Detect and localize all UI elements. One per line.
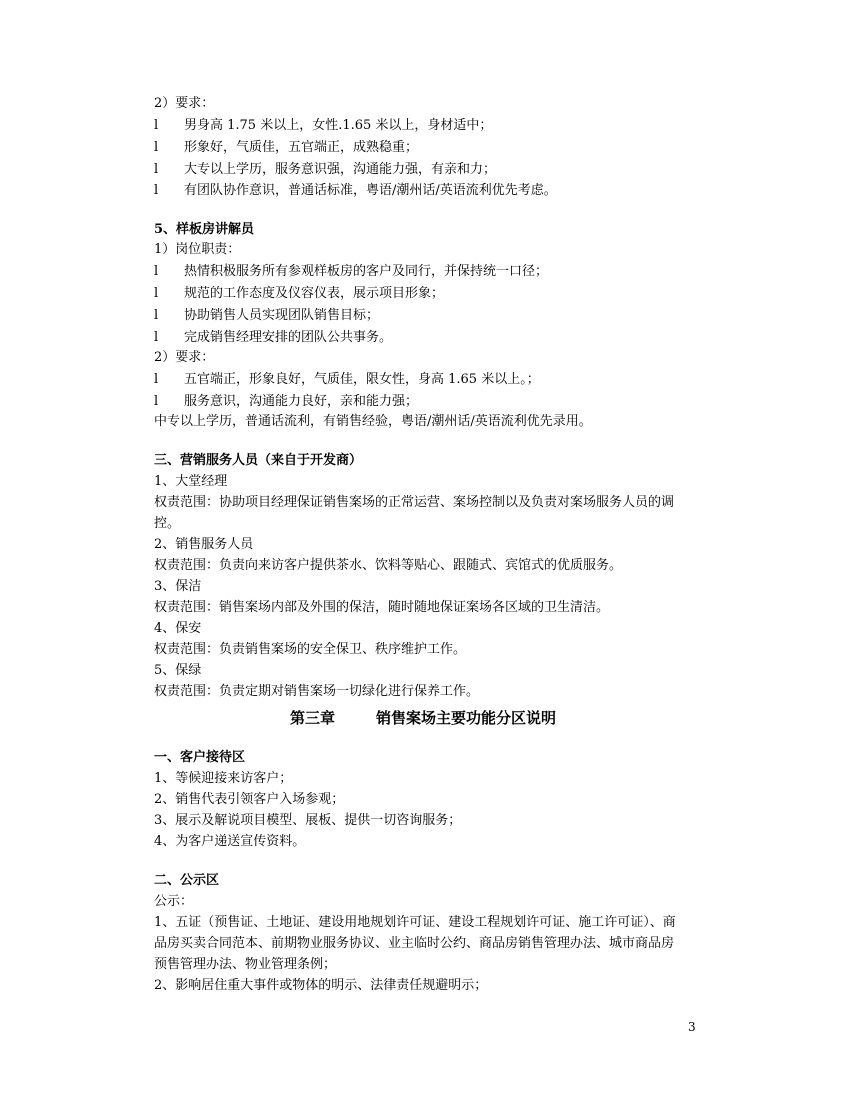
requirement-item: 形象好，气质佳，五官端正，成熟稳重； [184, 140, 419, 155]
bullet-marker: l [154, 372, 159, 387]
list-item: 2、销售代表引领客户入场参观； [154, 792, 345, 807]
bullet-marker: l [154, 183, 159, 198]
role-title: 4、保安 [154, 621, 202, 636]
list-item: 3、展示及解说项目模型、展板、提供一切咨询服务； [154, 813, 462, 828]
list-item-continuation: 品房买卖合同范本、前期物业服务协议、业主临时公约、商品房销售管理办法、城市商品房 [154, 936, 675, 951]
requirement-item: 有团队协作意识，普通话标准，粤语/潮州话/英语流利优先考虑。 [184, 183, 557, 198]
role-title: 3、保洁 [154, 579, 202, 594]
role-title: 5、保绿 [154, 663, 202, 678]
list-item: 1、等候迎接来访客户； [154, 771, 293, 786]
role-description: 权责范围：负责向来访客户提供茶水、饮料等贴心、跟随式、宾馆式的优质服务。 [154, 558, 623, 573]
chapter-number: 第三章 [290, 709, 336, 727]
requirement-item: 五官端正，形象良好，气质佳，限女性，身高 1.65 米以上。； [184, 372, 540, 387]
role-description: 权责范围：销售案场内部及外围的保洁，随时随地保证案场各区域的卫生清洁。 [154, 600, 610, 615]
role-title: 1、大堂经理 [154, 474, 228, 489]
bullet-marker: l [154, 308, 159, 323]
list-item: 2、影响居住重大事件或物体的明示、法律责任规避明示； [154, 978, 488, 993]
duty-item: 规范的工作态度及仪容仪表，展示项目形象； [184, 286, 445, 301]
sub-heading: 公示： [154, 894, 194, 909]
bullet-marker: l [154, 394, 159, 409]
role-description: 权责范围：负责定期对销售案场一切绿化进行保养工作。 [154, 684, 480, 699]
requirements-heading: 2）要求： [154, 96, 215, 111]
duty-item: 协助销售人员实现团队销售目标； [184, 308, 380, 323]
list-item: 1、五证（预售证、土地证、建设用地规划许可证、建设工程规划许可证、施工许可证）、商 [154, 915, 676, 930]
section-heading: 一、客户接待区 [154, 750, 246, 765]
requirements-heading: 2）要求： [154, 350, 215, 365]
bullet-marker: l [154, 264, 159, 279]
duty-item: 完成销售经理安排的团队公共事务。 [184, 330, 393, 345]
requirement-item: 男身高 1.75 米以上，女性.1.65 米以上，身材适中； [184, 118, 493, 133]
paragraph: 中专以上学历，普通话流利，有销售经验，粤语/潮州话/英语流利优先录用。 [154, 414, 592, 429]
chapter-heading [0, 706, 850, 730]
bullet-marker: l [154, 118, 159, 133]
role-description: 权责范围：协助项目经理保证销售案场的正常运营、案场控制以及负责对案场服务人员的调 [154, 495, 675, 510]
page-number: 3 [688, 1020, 696, 1034]
duty-item: 热情积极服务所有参观样板房的客户及同行，并保持统一口径； [184, 264, 549, 279]
section-heading: 5、样板房讲解员 [154, 222, 255, 237]
role-title: 2、销售服务人员 [154, 537, 254, 552]
section-heading: 二、公示区 [154, 873, 220, 888]
section-heading: 三、营销服务人员（来自于开发商） [154, 453, 363, 468]
chapter-title: 销售案场主要功能分区说明 [376, 709, 557, 727]
list-item-continuation: 预售管理办法、物业管理条例； [154, 957, 337, 972]
requirement-item: 大专以上学历，服务意识强，沟通能力强，有亲和力； [184, 162, 497, 177]
duties-heading: 1）岗位职责： [154, 242, 241, 257]
bullet-marker: l [154, 162, 159, 177]
list-item: 4、为客户递送宣传资料。 [154, 834, 306, 849]
bullet-marker: l [154, 286, 159, 301]
role-description: 控。 [154, 516, 181, 531]
bullet-marker: l [154, 140, 159, 155]
bullet-marker: l [154, 330, 159, 345]
requirement-item: 服务意识，沟通能力良好，亲和能力强； [184, 394, 419, 409]
role-description: 权责范围：负责销售案场的安全保卫、秩序维护工作。 [154, 642, 467, 657]
